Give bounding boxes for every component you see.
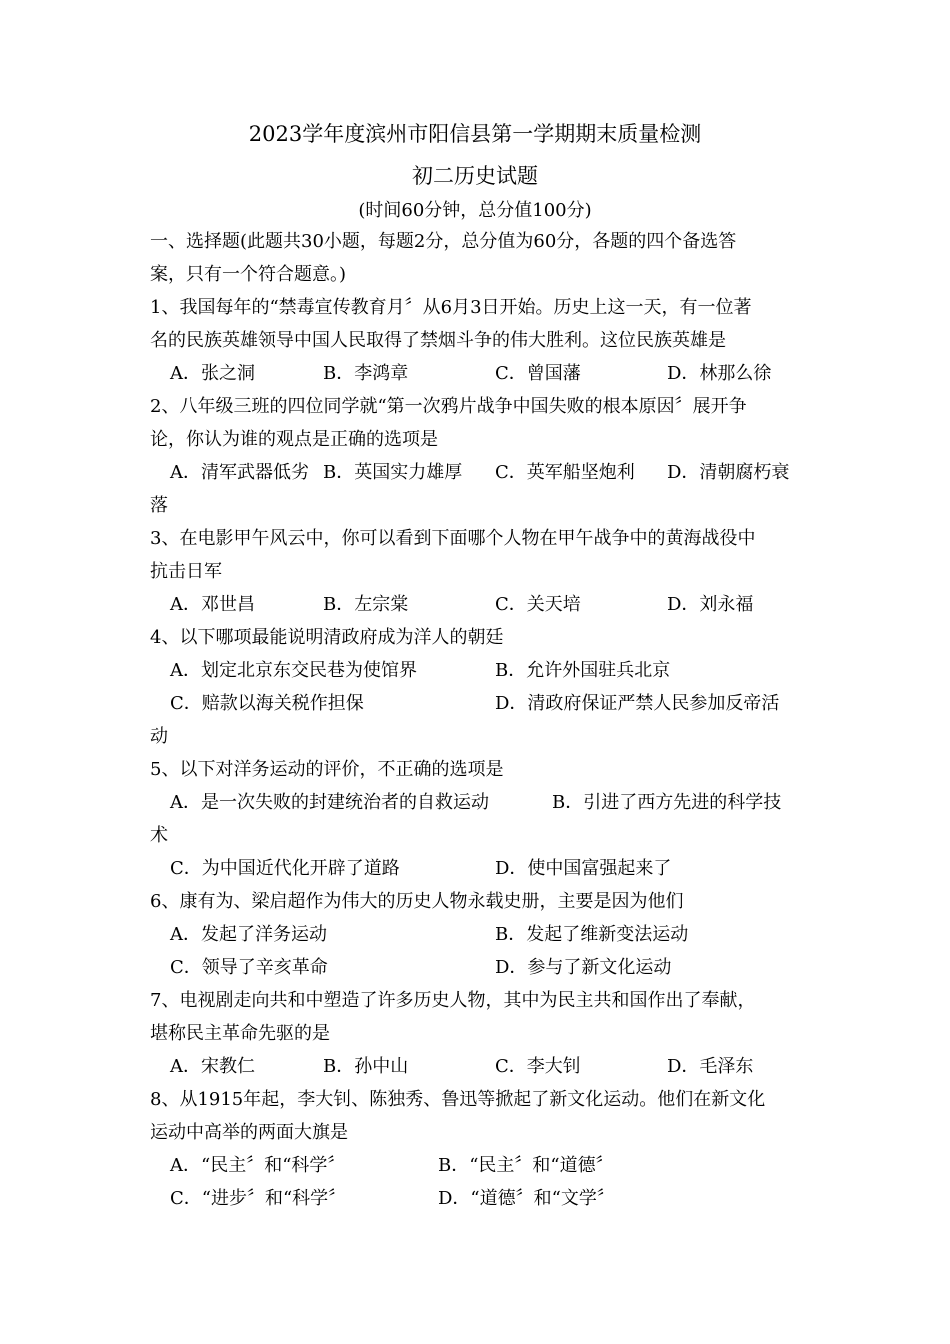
question-7-option-c: C．李大钊 xyxy=(495,1056,581,1077)
question-8-option-b: B．“民主〞和“道德〞 xyxy=(438,1155,614,1176)
question-6-option-b: B．发起了维新变法运动 xyxy=(495,924,689,945)
question-1-option-d: D．林那么徐 xyxy=(667,363,772,384)
question-3-option-a: A．邓世昌 xyxy=(170,594,255,615)
question-3-option-c: C．关天培 xyxy=(495,594,581,615)
question-7-option-b: B．孙中山 xyxy=(323,1056,409,1077)
question-4-option-c: C．赔款以海关税作担保 xyxy=(170,693,364,714)
question-2-option-c: C．英军船坚炮利 xyxy=(495,462,635,483)
question-8-option-c: C．“进步〞和“科学〞 xyxy=(170,1188,347,1209)
question-2-option-b: B．英国实力雄厚 xyxy=(323,462,463,483)
question-7-option-d: D．毛泽东 xyxy=(667,1056,754,1077)
question-7-stem-line-2: 堪称民主革命先驱的是 xyxy=(150,1023,330,1044)
question-1-stem-line-2: 名的民族英雄领导中国人民取得了禁烟斗争的伟大胜利。这位民族英雄是 xyxy=(150,330,726,351)
question-2-stem-line-2: 论，你认为谁的观点是正确的选项是 xyxy=(150,429,438,450)
question-7-stem-line-1: 7、电视剧走向共和中塑造了许多历史人物，其中为民主共和国作出了奉献， xyxy=(150,990,756,1011)
question-5-option-a: A．是一次失败的封建统治者的自救运动 xyxy=(170,792,489,813)
question-5-option-b-wrap: 术 xyxy=(150,825,168,846)
question-4-option-d: D．清政府保证严禁人民参加反帝活 xyxy=(495,693,780,714)
question-3-option-d: D．刘永福 xyxy=(667,594,754,615)
question-2-option-d-wrap: 落 xyxy=(150,495,168,516)
question-5-option-b: B．引进了西方先进的科学技 xyxy=(552,792,782,813)
exam-subtitle: 初二历史试题 xyxy=(412,164,538,188)
question-3-option-b: B．左宗棠 xyxy=(323,594,409,615)
question-2-option-a: A．清军武器低劣 xyxy=(170,462,309,483)
question-8-option-a: A．“民主〞和“科学〞 xyxy=(170,1155,346,1176)
question-2-stem-line-1: 2、八年级三班的四位同学就“第一次鸦片战争中国失败的根本原因〞展开争 xyxy=(150,396,747,417)
question-1-stem-line-1: 1、我国每年的“禁毒宣传教育月〞从6月3日开始。历史上这一天，有一位著 xyxy=(150,297,752,318)
question-6-option-a: A．发起了洋务运动 xyxy=(170,924,327,945)
question-2-option-d: D．清朝腐朽衰 xyxy=(667,462,790,483)
exam-time-note: (时间60分钟，总分值100分) xyxy=(358,200,592,221)
question-3-stem-line-2: 抗击日军 xyxy=(150,561,222,582)
question-4-option-b: B．允许外国驻兵北京 xyxy=(495,660,671,681)
exam-title: 2023学年度滨州市阳信县第一学期期末质量检测 xyxy=(248,122,702,146)
question-8-stem-line-1: 8、从1915年起，李大钊、陈独秀、鲁迅等掀起了新文化运动。他们在新文化 xyxy=(150,1089,766,1110)
question-6-option-d: D．参与了新文化运动 xyxy=(495,957,672,978)
question-4-option-a: A．划定北京东交民巷为使馆界 xyxy=(170,660,417,681)
question-6-stem-line-1: 6、康有为、梁启超作为伟大的历史人物永载史册，主要是因为他们 xyxy=(150,891,684,912)
question-5-stem-line-1: 5、以下对洋务运动的评价，不正确的选项是 xyxy=(150,759,504,780)
question-1-option-a: A．张之洞 xyxy=(170,363,255,384)
question-4-stem-line-1: 4、以下哪项最能说明清政府成为洋人的朝廷 xyxy=(150,627,504,648)
question-5-option-d: D．使中国富强起来了 xyxy=(495,858,672,879)
question-5-option-c: C．为中国近代化开辟了道路 xyxy=(170,858,400,879)
question-3-stem-line-1: 3、在电影甲午风云中，你可以看到下面哪个人物在甲午战争中的黄海战役中 xyxy=(150,528,756,549)
section-instruction-line-1: 一、选择题(此题共30小题，每题2分，总分值为60分，各题的四个备选答 xyxy=(150,231,737,252)
question-8-option-d: D．“道德〞和“文学〞 xyxy=(438,1188,615,1209)
question-6-option-c: C．领导了辛亥革命 xyxy=(170,957,328,978)
question-8-stem-line-2: 运动中高举的两面大旗是 xyxy=(150,1122,348,1143)
section-instruction-line-2: 案，只有一个符合题意。) xyxy=(150,264,347,285)
question-4-option-d-wrap: 动 xyxy=(150,726,168,747)
question-1-option-c: C．曾国藩 xyxy=(495,363,581,384)
question-1-option-b: B．李鸿章 xyxy=(323,363,409,384)
question-7-option-a: A．宋教仁 xyxy=(170,1056,255,1077)
